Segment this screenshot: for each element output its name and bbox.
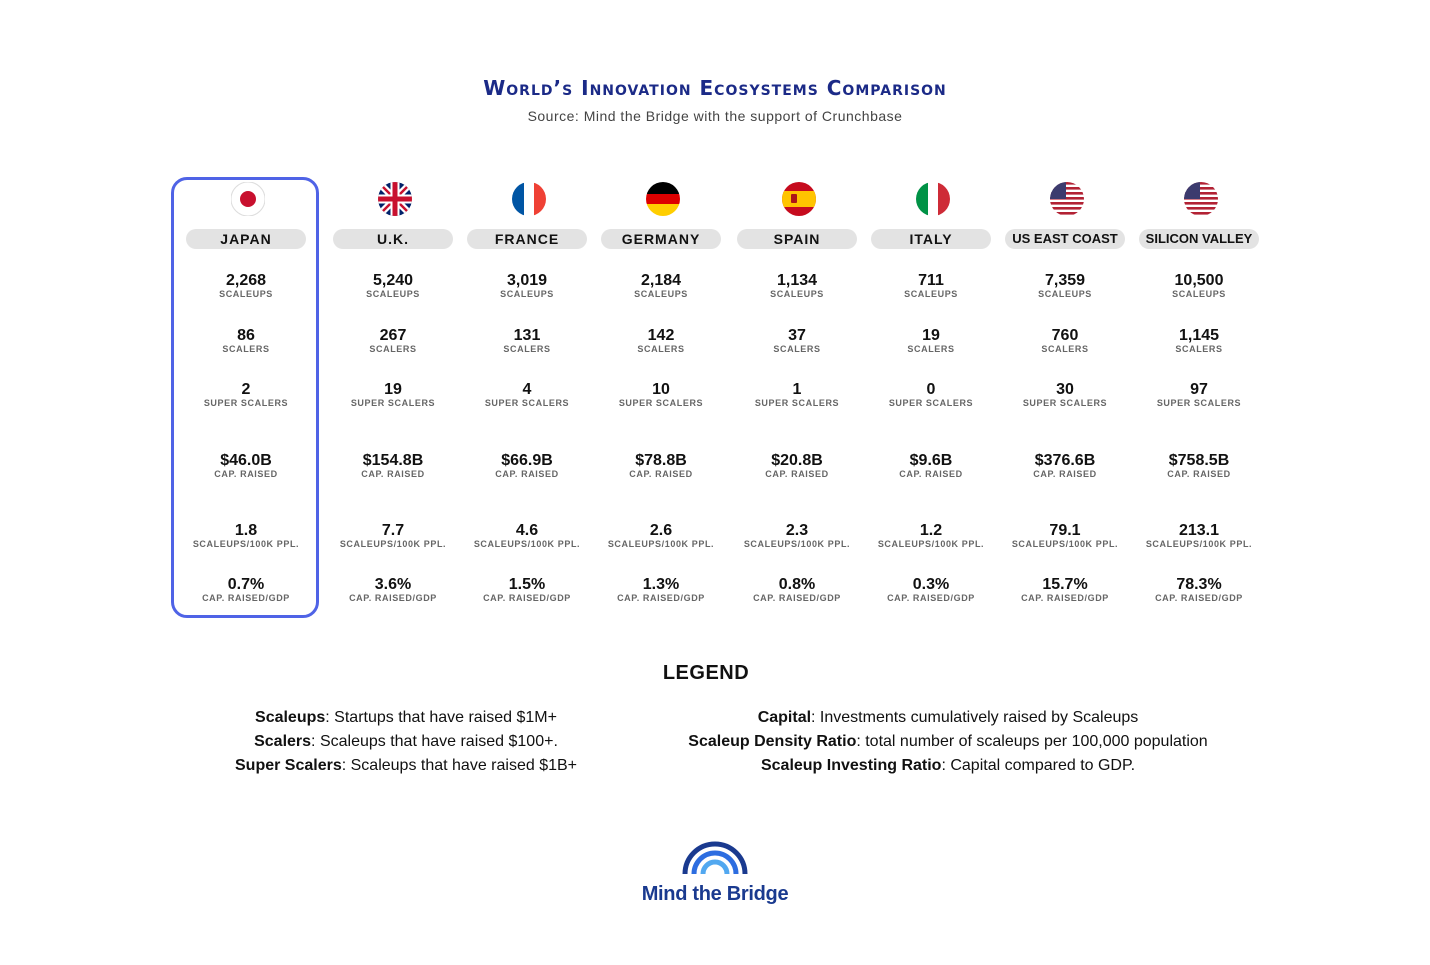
metric-label: CAP. RAISED [765, 469, 829, 479]
bridge-arc-icon [680, 838, 750, 878]
metric-label: SUPER SCALERS [1156, 398, 1242, 408]
usa-flag-icon [1184, 182, 1218, 216]
metric-scalers [1119, 327, 1279, 354]
metric-value: 10,500 [1174, 272, 1224, 289]
metric-label: SCALEUPS [1172, 289, 1226, 299]
metric-label: CAP. RAISED [629, 469, 693, 479]
metric-value: 267 [379, 327, 407, 344]
metric-value: 4 [522, 381, 532, 398]
metric-value: 5,240 [372, 272, 414, 289]
metric-density [166, 522, 326, 549]
metric-label: SUPER SCALERS [618, 398, 704, 408]
metric-value: 1.2 [919, 522, 943, 539]
metric-label: SCALEUPS [904, 289, 958, 299]
metric-value: $20.8B [771, 452, 823, 469]
country-name: JAPAN [186, 229, 306, 249]
metric-density [1119, 522, 1279, 549]
metric-label: SCALEUPS [634, 289, 688, 299]
metric-value: 2,268 [225, 272, 267, 289]
metric-value: 37 [788, 327, 806, 344]
metric-value: 7.7 [381, 522, 405, 539]
metric-label: SCALEUPS/100K PPL. [1145, 539, 1253, 549]
country-name: FRANCE [467, 229, 587, 249]
metric-label: CAP. RAISED/GDP [1155, 593, 1243, 603]
metric-value: 1,134 [776, 272, 818, 289]
metric-value: 2 [241, 381, 251, 398]
metric-value: $46.0B [220, 452, 272, 469]
metric-value: 3,019 [506, 272, 548, 289]
metric-label: CAP. RAISED [214, 469, 278, 479]
country-name: GERMANY [601, 229, 721, 249]
metric-value: 19 [922, 327, 940, 344]
legend-title: LEGEND [662, 662, 750, 684]
metric-value: 30 [1056, 381, 1074, 398]
country-name: ITALY [871, 229, 991, 249]
metric-label: SCALEUPS/100K PPL. [473, 539, 581, 549]
metric-label: CAP. RAISED/GDP [753, 593, 841, 603]
legend-item-investing-ratio: Scaleup Investing Ratio: Capital compared to GDP. [760, 757, 1136, 774]
metric-value: 0.8% [778, 576, 816, 593]
legend-right [640, 706, 1256, 778]
metric-super-scalers [166, 381, 326, 408]
metric-label: CAP. RAISED/GDP [202, 593, 290, 603]
metric-cap-raised [166, 452, 326, 479]
metric-label: SCALEUPS [366, 289, 420, 299]
metric-value: 19 [384, 381, 402, 398]
metric-scaleups [1119, 272, 1279, 299]
legend-item-capital: Capital: Investments cumulatively raised by Scaleups [757, 709, 1139, 726]
metric-value: 1,145 [1178, 327, 1220, 344]
metric-value: 4.6 [515, 522, 539, 539]
metric-label: SCALERS [369, 344, 417, 354]
metric-label: SCALERS [1041, 344, 1089, 354]
metric-cap-gdp [1119, 576, 1279, 603]
metric-value: $376.6B [1034, 452, 1096, 469]
metric-value: 0.7% [227, 576, 265, 593]
metric-label: CAP. RAISED [1033, 469, 1097, 479]
metric-value: 1.5% [508, 576, 546, 593]
spain-flag-icon [782, 182, 816, 216]
metric-label: SCALEUPS/100K PPL. [607, 539, 715, 549]
country-name: U.K. [333, 229, 453, 249]
metric-value: 711 [918, 272, 944, 289]
metric-label: CAP. RAISED/GDP [483, 593, 571, 603]
metric-label: SUPER SCALERS [484, 398, 570, 408]
metric-label: CAP. RAISED [495, 469, 559, 479]
country-name: SPAIN [737, 229, 857, 249]
france-flag-icon [512, 182, 546, 216]
metric-label: SCALERS [503, 344, 551, 354]
country-name: US EAST COAST [1005, 229, 1125, 249]
legend-item-scaleups: Scaleups: Startups that have raised $1M+ [255, 709, 557, 726]
metric-label: SCALERS [1175, 344, 1223, 354]
metric-value: 79.1 [1049, 522, 1081, 539]
metric-value: $66.9B [501, 452, 553, 469]
metric-label: SCALEUPS [500, 289, 554, 299]
metric-label: SCALERS [907, 344, 955, 354]
metric-value: 97 [1190, 381, 1208, 398]
metric-label: SUPER SCALERS [754, 398, 840, 408]
italy-flag-icon [916, 182, 950, 216]
metric-label: SCALEUPS/100K PPL. [743, 539, 851, 549]
metric-label: SCALEUPS [1038, 289, 1092, 299]
uk-flag-icon [378, 182, 412, 216]
metric-label: SCALEUPS/100K PPL. [339, 539, 447, 549]
metric-value: 78.3% [1176, 576, 1222, 593]
metric-value: 142 [647, 327, 675, 344]
metric-value: 760 [1051, 327, 1079, 344]
metric-label: CAP. RAISED/GDP [617, 593, 705, 603]
metric-value: 7,359 [1044, 272, 1086, 289]
metric-label: CAP. RAISED/GDP [1021, 593, 1109, 603]
metric-value: 86 [237, 327, 255, 344]
metric-label: CAP. RAISED/GDP [349, 593, 437, 603]
metric-label: SCALERS [637, 344, 685, 354]
germany-flag-icon [646, 182, 680, 216]
metric-super-scalers [1119, 381, 1279, 408]
metric-value: 213.1 [1178, 522, 1220, 539]
metric-value: 2,184 [640, 272, 682, 289]
metric-value: $758.5B [1168, 452, 1230, 469]
metric-value: $9.6B [909, 452, 953, 469]
metric-label: SCALEUPS/100K PPL. [192, 539, 300, 549]
metric-value: 15.7% [1042, 576, 1088, 593]
metric-label: SCALEUPS/100K PPL. [877, 539, 985, 549]
metric-label: SUPER SCALERS [888, 398, 974, 408]
metric-scaleups [166, 272, 326, 299]
japan-flag-icon [231, 182, 265, 216]
metric-value: 131 [513, 327, 541, 344]
metric-label: SCALERS [222, 344, 270, 354]
legend-item-scalers: Scalers: Scaleups that have raised $100+. [254, 733, 558, 750]
mind-the-bridge-logo [640, 838, 790, 913]
metric-value: $78.8B [635, 452, 687, 469]
metric-value: 0 [926, 381, 936, 398]
metric-scalers [166, 327, 326, 354]
metric-label: SCALEUPS/100K PPL. [1011, 539, 1119, 549]
metric-label: SUPER SCALERS [203, 398, 289, 408]
page-subtitle: Source: Mind the Bridge with the support of Crunchbase [527, 108, 903, 124]
legend-item-super-scalers: Super Scalers: Scaleups that have raised $1B+ [235, 757, 577, 774]
metric-value: $154.8B [362, 452, 424, 469]
metric-value: 2.6 [649, 522, 673, 539]
page-title: World’s Innovation Ecosystems Comparison [483, 76, 947, 100]
metric-value: 2.3 [785, 522, 809, 539]
metric-label: SCALERS [773, 344, 821, 354]
logo-text: Mind the Bridge [641, 883, 789, 905]
metric-cap-gdp [166, 576, 326, 603]
metric-label: SUPER SCALERS [350, 398, 436, 408]
metric-label: SCALEUPS [770, 289, 824, 299]
metric-value: 1.3% [642, 576, 680, 593]
metric-label: SUPER SCALERS [1022, 398, 1108, 408]
metric-value: 3.6% [374, 576, 412, 593]
metric-label: SCALEUPS [219, 289, 273, 299]
usa-flag-icon [1050, 182, 1084, 216]
metric-cap-raised [1119, 452, 1279, 479]
metric-value: 1 [792, 381, 802, 398]
legend-item-density-ratio: Scaleup Density Ratio: total number of scaleups per 100,000 population [688, 733, 1208, 750]
metric-value: 1.8 [234, 522, 258, 539]
metric-value: 0.3% [912, 576, 950, 593]
country-name: SILICON VALLEY [1139, 229, 1259, 249]
metric-label: CAP. RAISED/GDP [887, 593, 975, 603]
legend-left [200, 706, 612, 778]
metric-label: CAP. RAISED [1167, 469, 1231, 479]
metric-label: CAP. RAISED [361, 469, 425, 479]
metric-label: CAP. RAISED [899, 469, 963, 479]
metric-value: 10 [652, 381, 670, 398]
